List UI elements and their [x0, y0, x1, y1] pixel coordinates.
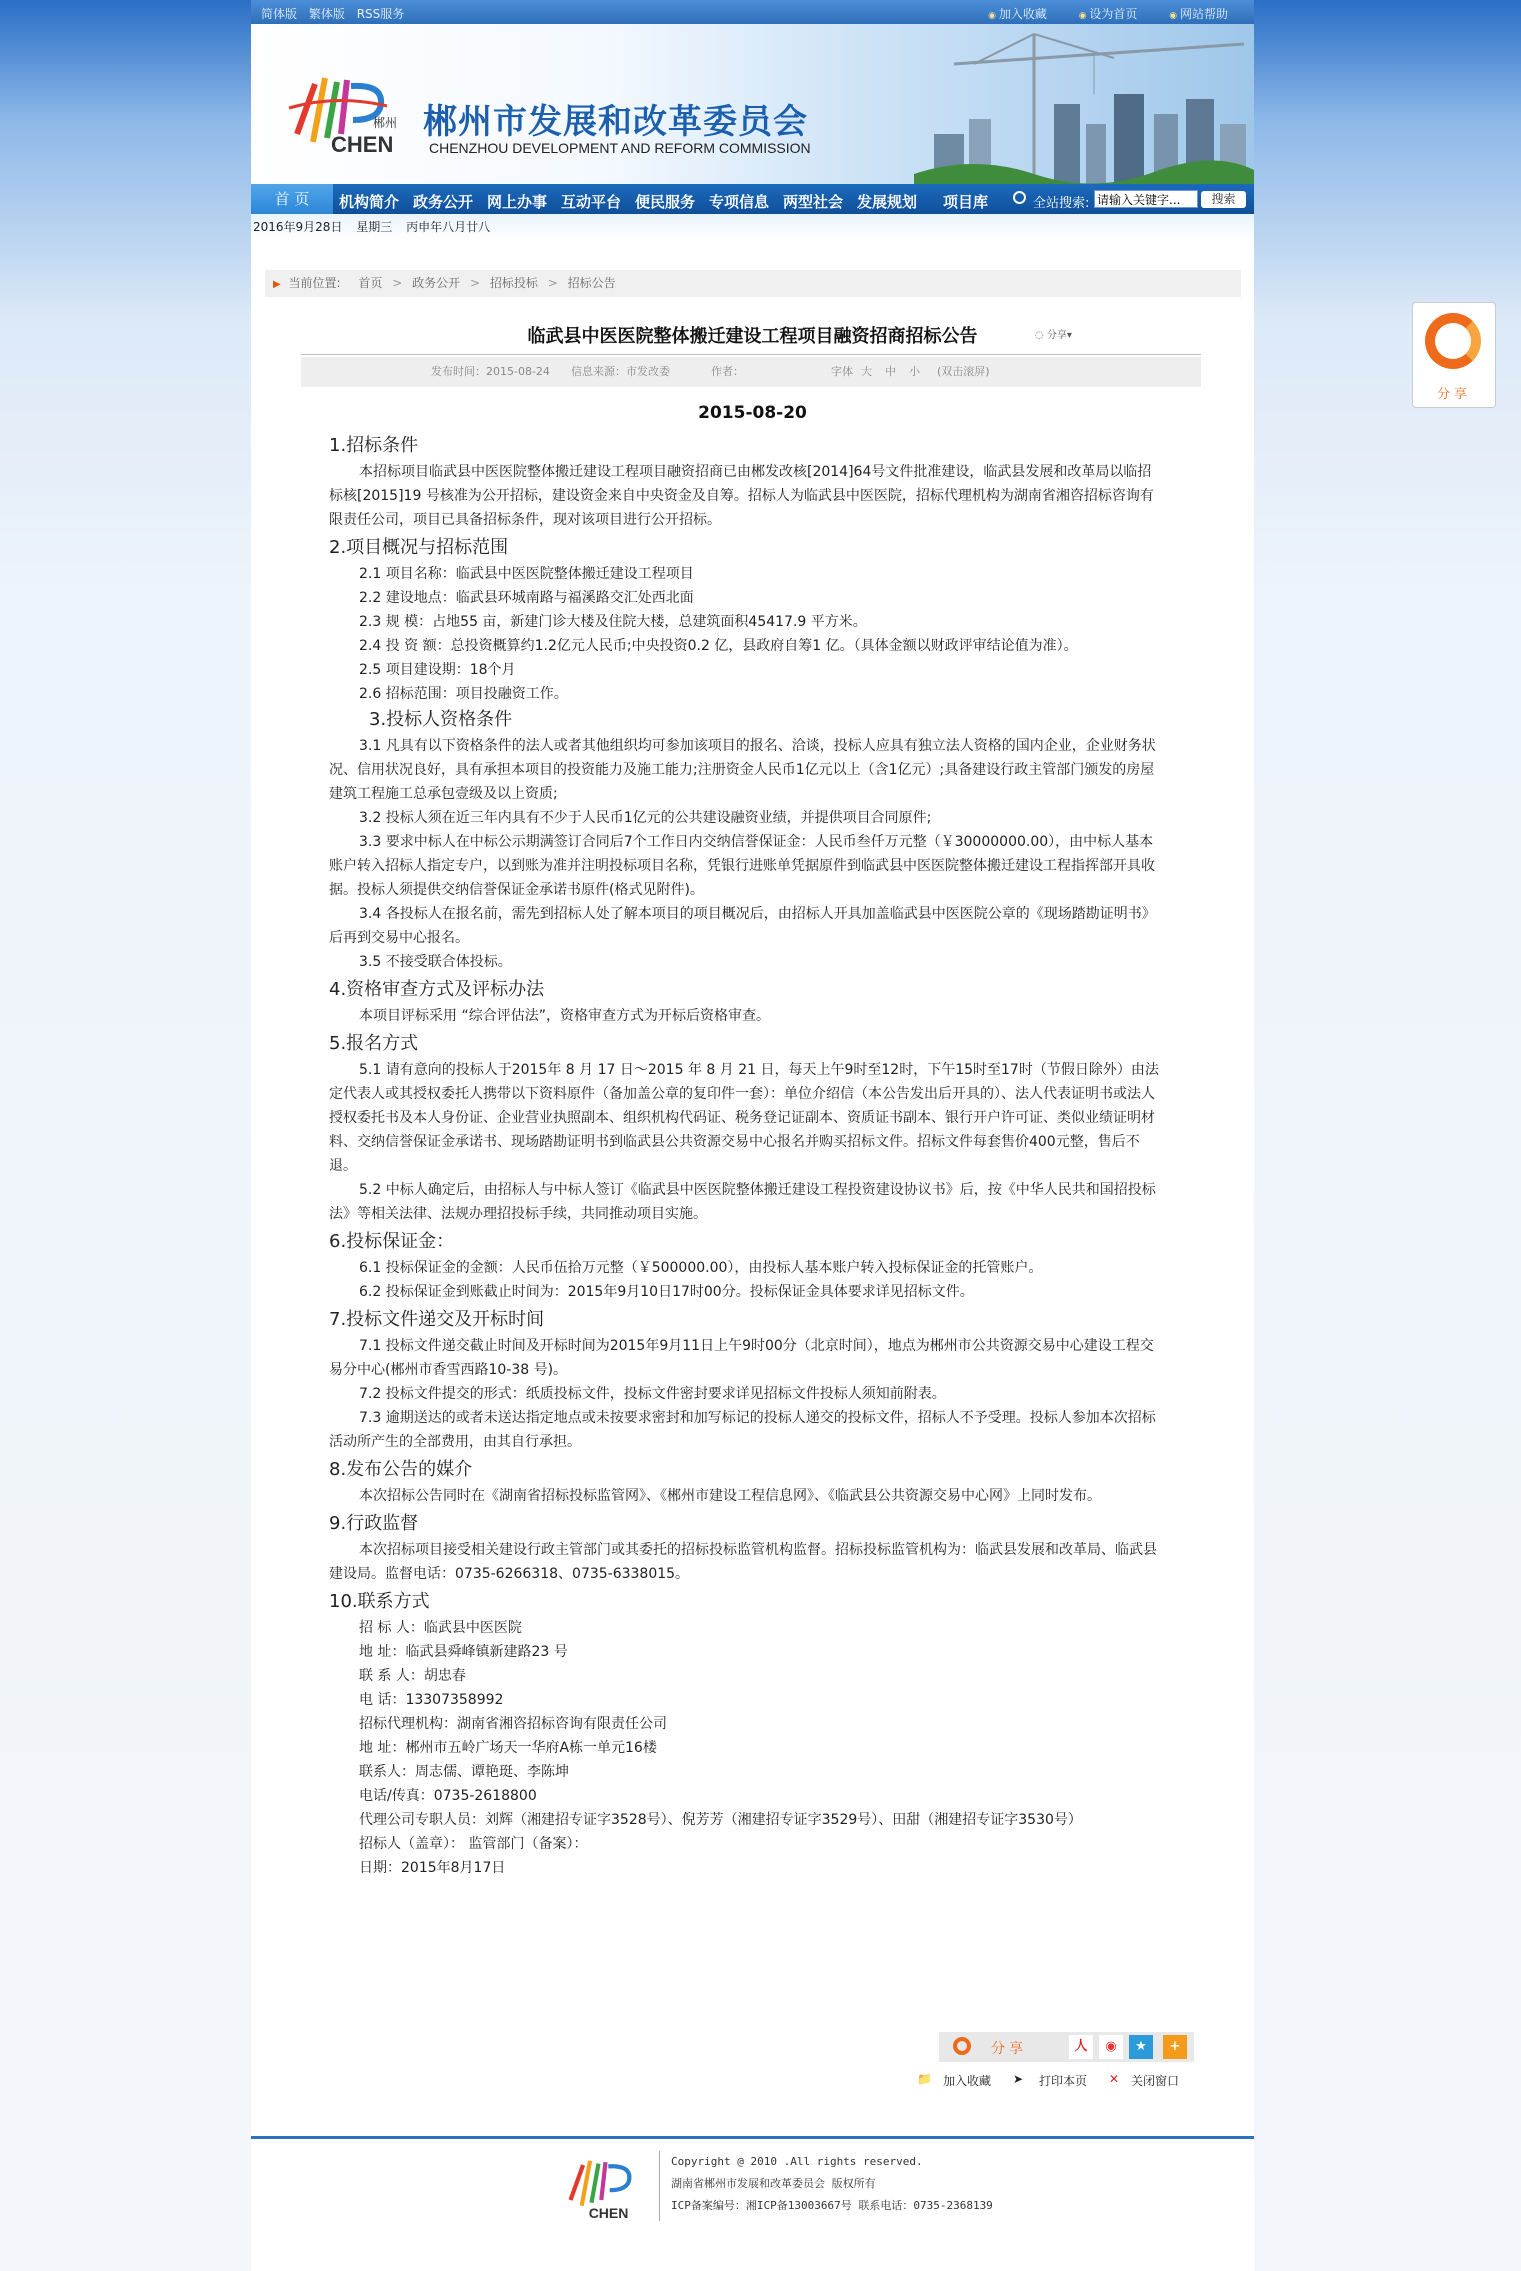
contact-line: 联系人：周志儒、谭艳珽、李陈坤 — [359, 1764, 569, 1780]
current-weekday: 星期三 — [356, 220, 393, 234]
section-heading: 6.投标保证金： — [329, 1231, 455, 1252]
list-item: 2.6 招标范围：项目投融资工作。 — [359, 686, 568, 702]
link-site-help[interactable]: ◉ 网站帮助 — [1169, 7, 1228, 21]
font-size-large[interactable]: 大 — [861, 365, 872, 378]
page-wrapper — [251, 0, 1254, 2271]
contact-line: 代理公司专职人员：刘辉（湘建招专证字3528号）、倪芳芳（湘建招专证字3529号）、田甜（湘建招专证字3530号） — [359, 1812, 1082, 1828]
footer-vertical-divider — [659, 2151, 660, 2221]
favorite-icon: 📁 — [917, 2072, 932, 2086]
section-heading: 9.行政监督 — [329, 1513, 419, 1534]
font-size-medium[interactable]: 中 — [885, 365, 896, 378]
share-logo-icon — [1425, 313, 1481, 369]
contact-line: 地 址：郴州市五岭广场天一华府A栋一单元16楼 — [359, 1740, 657, 1756]
breadcrumb-label: 当前位置: — [288, 276, 341, 290]
share-logo-icon — [953, 2037, 971, 2055]
list-item: 3.1 凡具有以下资格条件的法人或者其他组织均可参加该项目的报名、洽谈，投标人应具有独立法人资格的国内企业，企业财务状况、信用状况良好，具有承担本项目的投资能力及施工能力;注册资金人民币1亿元以上（含1亿元）;具备建设行政主管部门颁发的房屋建筑工程施工总承包壹级及以上资质; — [329, 738, 1156, 802]
link-traditional[interactable]: 繁体版 — [308, 7, 345, 21]
search-button[interactable]: 搜索 — [1201, 191, 1246, 208]
city-skyline-illustration — [914, 24, 1254, 184]
list-item: 6.1 投标保证金的金额：人民币伍拾万元整（￥500000.00），由投标人基本账户转入投标保证金的托管账户。 — [359, 1260, 1043, 1276]
share-small-label: 分享 — [1046, 330, 1067, 341]
breadcrumb-separator-icon: > — [392, 276, 403, 290]
list-item: 7.3 逾期送达的或者未送达指定地点或未按要求密封和加写标记的投标人递交的投标文件，招标人不予受理。投标人参加本次招标活动所产生的全部费用，由其自行承担。 — [329, 1410, 1156, 1450]
list-item: 2.4 投 资 额：总投资概算约1.2亿元人民币;中央投资0.2 亿，县政府自筹1 亿。（具体金额以财政评审结论值为准）。 — [359, 638, 1078, 654]
nav-item-special-info[interactable]: 专项信息 — [709, 193, 770, 211]
logo-text: CHEN — [331, 132, 394, 157]
contact-line: 招标代理机构：湖南省湘咨招标咨询有限责任公司 — [359, 1716, 667, 1732]
site-footer — [251, 2139, 1254, 2271]
contact-line: 联 系 人：胡忠春 — [359, 1668, 466, 1684]
nav-item-planning[interactable]: 发展规划 — [857, 193, 918, 211]
section-heading: 10.联系方式 — [329, 1591, 430, 1612]
floating-share-label: 分享 — [1436, 387, 1471, 402]
nav-item-government[interactable]: 政务公开 — [413, 193, 474, 211]
section-heading: 1.招标条件 — [329, 435, 419, 456]
footer-logo-text: CHEN — [588, 2205, 629, 2221]
site-banner — [251, 24, 1254, 184]
breadcrumb-arrow-icon: ▶ — [273, 279, 281, 290]
lunar-date: 丙申年八月廿八 — [406, 220, 491, 234]
current-date: 2016年9月28日 — [253, 220, 343, 234]
nav-item-online-service[interactable]: 网上办事 — [487, 193, 548, 211]
share-label: 分享 — [991, 2041, 1027, 2057]
print-icon: ➤ — [1013, 2072, 1024, 2086]
tool-close-window[interactable]: 关闭窗口 — [1131, 2074, 1180, 2088]
footer-owner: 湖南省郴州市发展和改革委员会 版权所有 — [671, 2177, 876, 2190]
logo-sub-text: 郴州 — [373, 116, 398, 130]
top-utility-bar — [251, 0, 1254, 24]
list-item: 5.2 中标人确定后，由招标人与中标人签订《临武县中医医院整体搬迁建设工程投资建设协议书》后，按《中华人民共和国招投标法》等相关法律、法规办理招投标手续，共同推动项目实施。 — [329, 1182, 1156, 1222]
article-date: 2015-08-20 — [698, 403, 807, 423]
section-heading: 5.报名方式 — [329, 1033, 419, 1054]
publish-time: 发布时间：2015-08-24 — [431, 365, 550, 378]
article-title: 临武县中医医院整体搬迁建设工程项目融资招商招标公告 — [527, 326, 978, 347]
nav-item-two-oriented[interactable]: 两型社会 — [783, 193, 844, 211]
link-set-homepage[interactable]: ◉ 设为首页 — [1079, 7, 1138, 21]
breadcrumb-bidding[interactable]: 招标投标 — [489, 276, 538, 290]
date-bar — [251, 214, 1254, 240]
breadcrumb-separator-icon: > — [469, 276, 481, 290]
org-name-en: CHENZHOU DEVELOPMENT AND REFORM COMMISSION — [429, 140, 811, 156]
list-item: 3.5 不接受联合体投标。 — [359, 954, 512, 970]
dblclick-scroll-hint: (双击滚屏) — [937, 365, 990, 378]
floating-share-widget[interactable] — [1412, 302, 1496, 408]
footer-logo-icon — [557, 2151, 647, 2221]
list-item: 7.2 投标文件提交的形式：纸质投标文件，投标文件密封要求详见招标文件投标人须知前附表。 — [359, 1386, 946, 1402]
font-size-label: 字体 — [831, 365, 853, 378]
share-people-icon[interactable]: 人 — [1069, 2035, 1093, 2059]
footer-info — [671, 2151, 993, 2217]
contact-line: 招标人（盖章）： 监管部门（备案）： — [359, 1836, 588, 1852]
tool-add-favorite[interactable]: 加入收藏 — [943, 2074, 992, 2088]
org-name-cn: 郴州市发展和改革委员会 — [423, 102, 808, 142]
nav-home[interactable]: 首 页 — [251, 184, 333, 214]
list-item: 7.1 投标文件递交截止时间及开标时间为2015年9月11日上午9时00分（北京时间），地点为郴州市公共资源交易中心建设工程交易分中心(郴州市香雪西路10-38 号)。 — [329, 1338, 1154, 1378]
list-item: 6.2 投标保证金到账截止时间为：2015年9月10日17时00分。投标保证金具体要求详见招标文件。 — [359, 1284, 974, 1300]
share-weibo-icon[interactable]: ◉ — [1099, 2035, 1123, 2059]
footer-icp: ICP备案编号：湘ICP备13003667号 联系电话：0735-2368139 — [671, 2199, 993, 2212]
paragraph: 本次招标公告同时在《湖南省招标投标监管网》、《郴州市建设工程信息网》、《临武县公共资源交易中心网》上同时发布。 — [359, 1488, 1101, 1504]
contact-line: 日期：2015年8月17日 — [359, 1860, 506, 1876]
list-item: 2.3 规 模：占地55 亩，新建门诊大楼及住院大楼，总建筑面积45417.9 平方米。 — [359, 614, 867, 630]
paragraph: 本招标项目临武县中医医院整体搬迁建设工程项目融资招商已由郴发改核[2014]64号文件批准建设，临武县发展和改革局以临招标核[2015]19 号核准为公开招标，建设资金来自中央资金及自筹。招标人为临武县中医医院，招标代理机构为湖南省湘咨招标咨询有限责任公司，项目已具备招标条件，现对该项目进行公开招标。 — [329, 464, 1154, 528]
breadcrumb-separator-icon: > — [547, 276, 558, 290]
paragraph: 本次招标项目接受相关建设行政主管部门或其委托的招标投标监管机构监督。招标投标监管机构为：临武县发展和改革局、临武县建设局。监督电话：0735-6266318、0735-6338015。 — [329, 1542, 1157, 1582]
breadcrumb-bid-notice[interactable]: 招标公告 — [567, 276, 616, 290]
search-label: 全站搜索: — [1033, 196, 1090, 211]
share-small-button[interactable]: ◌ 分享▾ — [1035, 330, 1072, 341]
contact-line: 地 址：临武县舜峰镇新建路23 号 — [359, 1644, 568, 1660]
footer-copyright: Copyright @ 2010 .All rights reserved. — [671, 2155, 923, 2168]
contact-line: 电 话：13307358992 — [359, 1692, 504, 1708]
search-icon — [1013, 191, 1026, 204]
list-item: 3.4 各投标人在报名前，需先到招标人处了解本项目的项目概况后，由招标人开具加盖临武县中医医院公章的《现场踏勘证明书》后再到交易中心报名。 — [329, 906, 1156, 946]
close-icon: ✕ — [1109, 2072, 1120, 2086]
breadcrumb-government[interactable]: 政务公开 — [412, 276, 461, 290]
nav-item-about[interactable]: 机构简介 — [339, 193, 400, 211]
font-size-small[interactable]: 小 — [909, 365, 920, 378]
list-item: 2.1 项目名称：临武县中医医院整体搬迁建设工程项目 — [359, 566, 694, 582]
article-meta — [301, 357, 1201, 387]
section-heading: 3.投标人资格条件 — [369, 709, 513, 730]
list-item: 2.5 项目建设期：18个月 — [359, 662, 516, 678]
main-nav — [251, 184, 1254, 214]
section-heading: 4.资格审查方式及评标办法 — [329, 979, 545, 1000]
tool-print-page[interactable]: 打印本页 — [1039, 2074, 1088, 2088]
nav-item-public-service[interactable]: 便民服务 — [635, 193, 696, 211]
section-heading: 7.投标文件递交及开标时间 — [329, 1309, 545, 1330]
contact-line: 电话/传真：0735-2618800 — [359, 1788, 537, 1804]
list-item: 3.3 要求中标人在中标公示期满签订合同后7个工作日内交纳信誉保证金：人民币叁仟万元整（￥30000000.00），由中标人基本账户转入招标人指定专户，以到账为准并注明投标项目名称，凭银行进账单凭据原件到临武县中医医院整体搬迁建设工程指挥部开具收据。投标人须提供交纳信誉保证金承诺书原件(格式见附件)。 — [329, 834, 1155, 898]
site-logo[interactable] — [287, 64, 397, 164]
link-rss[interactable]: RSS服务 — [356, 7, 405, 21]
breadcrumb-home[interactable]: 首页 — [358, 276, 383, 290]
list-item: 3.2 投标人须在近三年内具有不少于人民币1亿元的公共建设融资业绩，并提供项目合同原件; — [359, 810, 932, 826]
paragraph: 本项目评标采用 “综合评估法”，资格审查方式为开标后资格审查。 — [359, 1008, 770, 1024]
article-body — [329, 430, 1164, 1880]
section-heading: 2.项目概况与招标范围 — [329, 537, 509, 558]
breadcrumb — [265, 270, 1241, 297]
nav-item-project-library[interactable]: 项目库 — [943, 193, 989, 211]
share-more-icon[interactable]: + — [1163, 2035, 1187, 2059]
share-bar — [939, 2032, 1194, 2062]
search-input[interactable] — [1094, 190, 1198, 208]
link-simplified[interactable]: 简体版 — [261, 7, 298, 21]
title-divider — [301, 354, 1201, 355]
author: 作者： — [711, 365, 744, 378]
section-heading: 8.发布公告的媒介 — [329, 1459, 473, 1480]
link-add-favorite[interactable]: ◉ 加入收藏 — [988, 7, 1047, 21]
list-item: 5.1 请有意向的投标人于2015年 8 月 17 日～2015 年 8 月 21 日，每天上午9时至12时，下午15时至17时（节假日除外）由法定代表人或其授权委托人携带以下资料原件（备加盖公章的复印件一套）：单位介绍信（本公告发出后开具的）、法人代表证明书或法人授权委托书及本人身份证、企业营业执照副本、组织机构代码证、税务登记证副本、资质证书副本、银行开户许可证、类似业绩证明材料、交纳信誉保证金承诺书、现场踏勘证明书到临武县公共资源交易中心报名并购买招标文件。招标文件每套售价400元整，售后不退。 — [329, 1062, 1159, 1174]
contact-line: 招 标 人：临武县中医医院 — [359, 1620, 522, 1636]
info-source: 信息来源：市发改委 — [571, 365, 670, 378]
list-item: 2.2 建设地点：临武县环城南路与福溪路交汇处西北面 — [359, 590, 694, 606]
nav-item-interaction[interactable]: 互动平台 — [561, 193, 622, 211]
share-qzone-icon[interactable]: ★ — [1129, 2035, 1153, 2059]
